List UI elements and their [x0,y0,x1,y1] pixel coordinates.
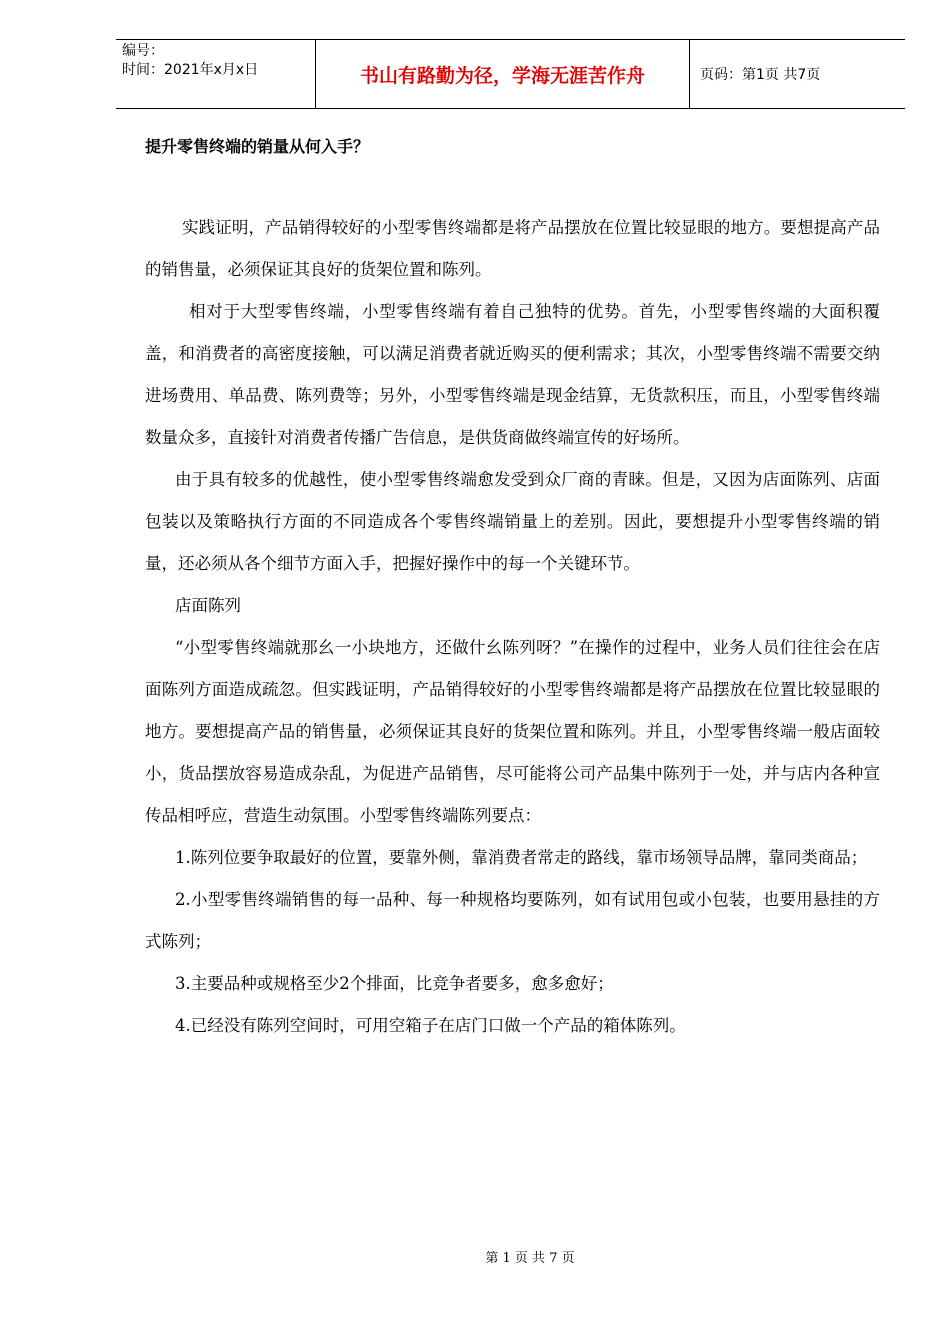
document-title: 提升零售终端的销量从何入手？ [145,137,370,156]
header-page-info: 页码：第1页 共7页 [700,67,821,83]
header-meta [116,40,316,108]
section-heading: 店面陈列 [175,596,241,615]
paragraph: 相对于大型零售终端，小型零售终端有着自己独特的优势。首先，小型零售终端的大面积覆盖，和消费者的高密度接触，可以满足消费者就近购买的便利需求；其次，小型零售终端不需要交纳进场费用、单品费、陈列费等；另外，小型零售终端是现金结算，无货款积压，而且，小型零售终端数量众多，直接针对消费者传播广告信息，是供货商做终端宣传的好场所。 [145,302,880,447]
paragraph: 实践证明，产品销得较好的小型零售终端都是将产品摆放在位置比较显眼的地方。要想提高产品的销售量，必须保证其良好的货架位置和陈列。 [145,218,880,279]
code-label: 编号： [122,43,164,59]
header-motto: 书山有路勤为径，学海无涯苦作舟 [316,40,690,108]
header-table [116,39,905,109]
paragraph: 由于具有较多的优越性，使小型零售终端愈发受到众厂商的青睐。但是，又因为店面陈列、店面包装以及策略执行方面的不同造成各个零售终端销量上的差别。因此，要想提升小型零售终端的销量，还必须从各个细节方面入手，把握好操作中的每一个关键环节。 [145,470,880,573]
document-body [145,207,880,1047]
page-footer: 第 1 页 共 7 页 [485,1251,575,1266]
time-label: 时间：2021年x月x日 [122,62,259,78]
list-item: 4.已经没有陈列空间时，可用空箱子在店门口做一个产品的箱体陈列。 [175,1016,686,1035]
list-item: 1.陈列位要争取最好的位置，要靠外侧，靠消费者常走的路线，靠市场领导品牌，靠同类商品； [175,848,868,867]
list-item: 3.主要品种或规格至少2个排面，比竞争者要多，愈多愈好； [175,974,614,993]
paragraph: “小型零售终端就那幺一小块地方，还做什幺陈列呀？”在操作的过程中，业务人员们往往会在店面陈列方面造成疏忽。但实践证明，产品销得较好的小型零售终端都是将产品摆放在位置比较显眼的地方。要想提高产品的销售量，必须保证其良好的货架位置和陈列。并且，小型零售终端一般店面较小，货品摆放容易造成杂乱，为促进产品销售，尽可能将公司产品集中陈列于一处，并与店内各种宣传品相呼应，营造生动氛围。小型零售终端陈列要点： [145,638,880,825]
list-item: 2.小型零售终端销售的每一品种、每一种规格均要陈列，如有试用包或小包装，也要用悬挂的方式陈列； [145,890,880,951]
